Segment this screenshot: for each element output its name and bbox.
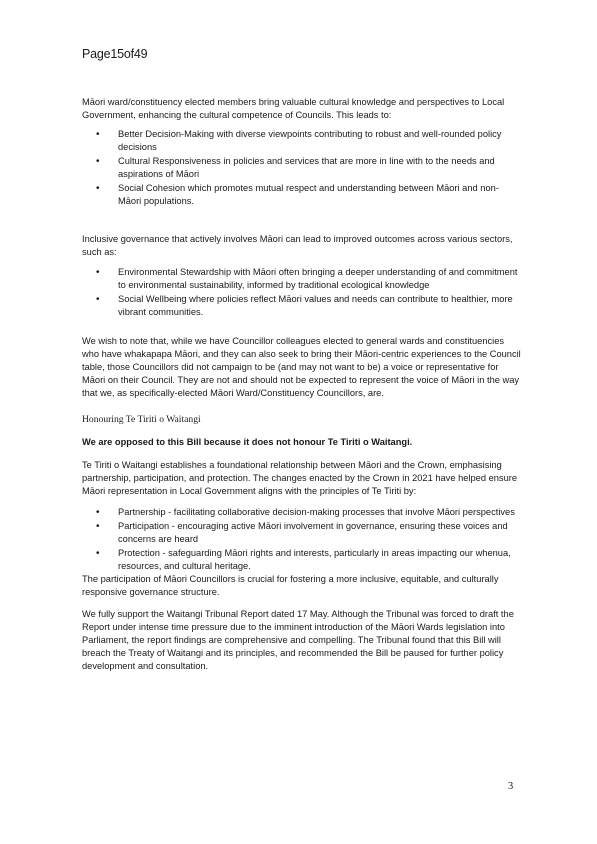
outcomes-list [82, 266, 522, 319]
paragraph-tribunal-report: We fully support the Waitangi Tribunal Report dated 17 May. Although the Tribunal was forced to draft the Report under intense time pressure due to the imminent introduction of the Māori Wards legislation into Parliament, the report findings are comprehensive and compelling. The Tribunal found that this Bill will breach the Treaty of Waitangi and its principles, and recommended the Bill be paused for further policy development and consultation. [82, 609, 514, 671]
benefits-list [82, 128, 522, 208]
list-item: • Social Cohesion which promotes mutual respect and understanding between Māori and non-Māori populations. [82, 182, 522, 208]
section-heading: Honouring Te Tiriti o Waitangi [82, 414, 201, 425]
page-header: Page15of49 [82, 47, 148, 61]
list-item: • Social Wellbeing where policies reflect Māori values and needs can contribute to healthier, more vibrant communities. [82, 293, 522, 319]
list-item: • Better Decision-Making with diverse viewpoints contributing to robust and well-rounded policy decisions [82, 128, 522, 154]
opposition-statement: We are opposed to this Bill because it does not honour Te Tiriti o Waitangi. [82, 437, 413, 447]
paragraph-maori-members: Māori ward/constituency elected members bring valuable cultural knowledge and perspectives to Local Government, enhancing the cultural competence of Councils. This leads to: [82, 97, 505, 120]
paragraph-participation: The participation of Māori Councillors is crucial for fostering a more inclusive, equitable, and culturally responsive governance structure. [82, 574, 499, 597]
principles-list [82, 506, 522, 573]
paragraph-inclusive-governance: Inclusive governance that actively involves Māori can lead to improved outcomes across various sectors, such as: [82, 234, 513, 257]
list-item: • Cultural Responsiveness in policies and services that are more in line with to the needs and aspirations of Māori [82, 155, 522, 181]
list-item: • Partnership - facilitating collaborative decision-making processes that involve Māori perspectives [82, 506, 522, 519]
paragraph-councillor-colleagues: We wish to note that, while we have Councillor colleagues elected to general wards and constituencies who have whakapapa Māori, and they can also seek to bring their Māori-centric experiences to the Council table, those Councillors did not campaign to be (and may not want to be) a voice or representative for Māori on their Council. They are not and should not be expected to represent the voice of Māori in the way that we, as specifically-elected Māori Ward/Constituency Councillors, are. [82, 336, 521, 398]
page-number: 3 [508, 781, 514, 792]
list-item: • Environmental Stewardship with Māori often bringing a deeper understanding of and commitment to environmental sustainability, informed by traditional ecological knowledge [82, 266, 522, 292]
list-item: • Protection - safeguarding Māori rights and interests, particularly in areas impacting our whenua, resources, and cultural heritage. [82, 547, 522, 573]
document-body [82, 96, 522, 673]
paragraph-te-tiriti: Te Tiriti o Waitangi establishes a foundational relationship between Māori and the Crown, emphasising partnership, participation, and protection. The changes enacted by the Crown in 2021 have helped ensure Māori representation in Local Government aligns with the principles of Te Tiriti by: [82, 460, 518, 496]
list-item: • Participation - encouraging active Māori involvement in governance, ensuring these voices and concerns are heard [82, 520, 522, 546]
